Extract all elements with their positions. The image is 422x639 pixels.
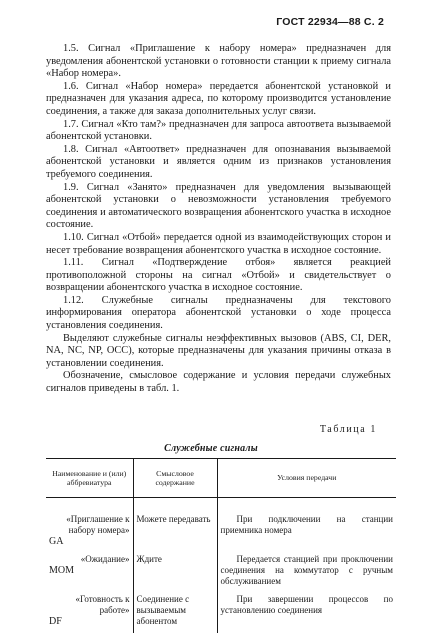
- paragraph-1-5: 1.5. Сигнал «Приглашение к набору номера» предназначен для уведомления абонентской установки о готовности станции к приему сигнала «Набор номера».: [46, 43, 391, 80]
- table-row: [46, 549, 396, 589]
- paragraph-table-reference: Обозначение, смысловое содержание и условия передачи служебных сигналов приведены в табл. 1.: [46, 370, 391, 395]
- paragraph-1-12: 1.12. Служебные сигналы предназначены для текстового информирования оператора абонентской установки о ходе процесса установления соединения.: [46, 294, 391, 332]
- signal-conditions-cell: [217, 589, 396, 633]
- paragraph-ineffective-calls: Выделяют служебные сигналы неэффективных вызовов (ABS, CI, DER, NA, NC, NP, OCC), которые предназначены для указания причины отказа в установлении соединения.: [46, 332, 391, 369]
- signal-conditions: При подключении на станции приемника номера: [220, 514, 393, 535]
- signal-name: «Готовность к работе»: [75, 594, 130, 615]
- paragraph-1-11: 1.11. Сигнал «Подтверждение отбоя» является реакцией противоположной стороны на сигнал «Отбой» и свидетельствует о возвращении абонентского участка в исходное состояние.: [46, 257, 391, 294]
- signal-name: «Приглашение к набору номера»: [66, 514, 130, 535]
- signal-abbreviation: MOM: [49, 565, 75, 576]
- signal-abbreviation: GA: [49, 536, 64, 547]
- service-signals-table: [46, 458, 396, 633]
- signal-name-cell: [46, 549, 133, 589]
- signal-conditions-cell: [217, 498, 396, 550]
- paragraph-1-6: 1.6. Сигнал «Набор номера» передается абонентской установкой и предназначен для указания адреса, по которому производится установление соединения, а также для заказа дополнительных услуг связи.: [46, 80, 391, 117]
- signal-meaning: Можете передавать: [133, 498, 217, 550]
- body-text: [46, 43, 391, 396]
- signal-conditions-cell: [217, 549, 396, 589]
- table-number: Таблица 1: [319, 424, 377, 435]
- table-header-row: [46, 459, 396, 498]
- signal-name-cell: [46, 498, 133, 550]
- signal-conditions: При завершении процессов по установлению соединения: [220, 594, 393, 615]
- signal-name: «Ожидание»: [80, 554, 130, 564]
- table-row: [46, 589, 396, 633]
- paragraph-1-7: 1.7. Сигнал «Кто там?» предназначен для запроса автоответа вызываемой абонентской установки.: [46, 118, 391, 143]
- signal-meaning: Ждите: [133, 549, 217, 589]
- paragraph-1-8: 1.8. Сигнал «Автоответ» предназначен для опознавания вызываемой абонентской установки и является одним из признаков установления требуемого соединения.: [46, 143, 391, 180]
- page-header: ГОСТ 22934—88 С. 2: [276, 16, 384, 28]
- paragraph-1-10: 1.10. Сигнал «Отбой» передается одной из взаимодействующих сторон и несет требование возвращения абонентского участка в исходное состояние.: [46, 231, 391, 256]
- signal-meaning: Соединение с вызываемым абонентом: [133, 589, 217, 633]
- header-name: Наименование и (или) аббревиатура: [46, 459, 133, 498]
- header-meaning: Смысловое содержание: [133, 459, 217, 498]
- table-title: Служебные сигналы: [164, 443, 258, 454]
- signal-conditions: Передается станцией при проключении соединения на коммутатор с ручным обслуживанием: [220, 554, 393, 586]
- signal-abbreviation: DF: [49, 616, 62, 627]
- table-row: [46, 498, 396, 550]
- signal-name-cell: [46, 589, 133, 633]
- header-conditions: Условия передачи: [217, 459, 396, 498]
- paragraph-1-9: 1.9. Сигнал «Занято» предназначен для уведомления вызывающей абонентской установки о невозможности установления требуемого соединения и автоматического возвращения абонентского участка в исходное состояние.: [46, 181, 391, 231]
